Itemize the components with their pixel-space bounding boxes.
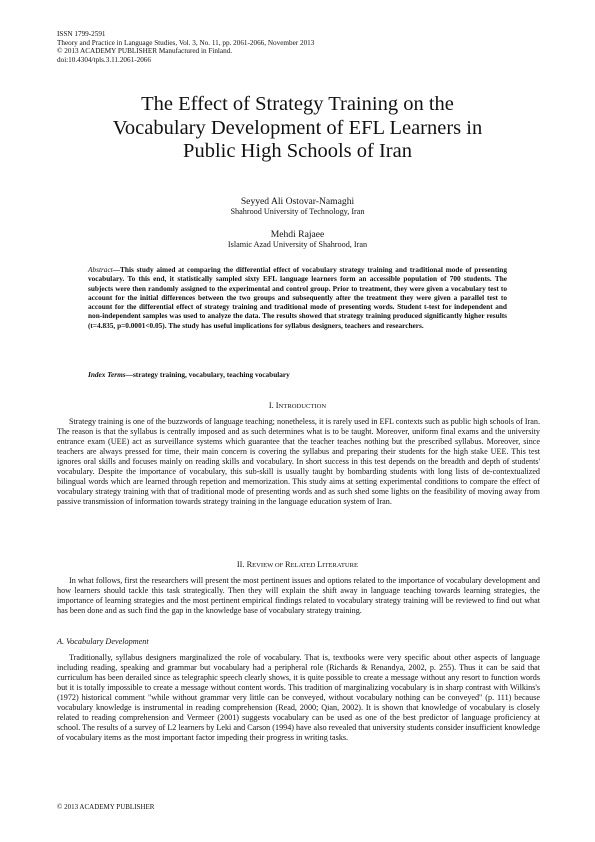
index-terms xyxy=(88,370,507,379)
introduction-paragraph: Strategy training is one of the buzzwords of language teaching; nonetheless, it is rarely used in EFL contexts such as public high schools of Iran. The reason is that the syllabus is centrally imposed and as such determines what is to be taught. Moreover, uniform final exams and the university entrance exam (UEE) act as surveillance systems which guarantee that the teacher teaches nothing but the prescribed syllabus. Moreover, since teachers are always pressed for time, their main concern is covering the syllabus and preparing their students for the high stake UEE. This test ignores oral skills and focuses mainly on reading skills and vocabulary. In short success in this test depends on the breadth and depth of students' vocabulary. Despite the importance of vocabulary, this sub-skill is usually taught by bombarding students with long lists of de-contextualized bilingual words which are learned through repetion and memorization. This study aims at setting experimental conditions to compare the effect of vocabulary strategy training with that of traditional mode of presenting words and as such shed some lights on the feasibility of moving away from passive transmission of information towards strategy training in the language education system of Iran. xyxy=(57,417,540,506)
title-line: The Effect of Strategy Training on the xyxy=(141,93,454,115)
index-terms-text: —strategy training, vocabulary, teaching vocabulary xyxy=(125,370,290,379)
subsection-heading: A. Vocabulary Development xyxy=(57,637,149,646)
section-heading-introduction: I. INTRODUCTION xyxy=(268,401,327,410)
doi-line: doi:10.4304/tpls.3.11.2061-2066 xyxy=(57,55,151,64)
author-block xyxy=(40,196,555,217)
journal-header xyxy=(57,30,314,64)
author-affiliation: Islamic Azad University of Shahrood, Iran xyxy=(227,240,368,249)
copyright-line: © 2013 ACADEMY PUBLISHER Manufactured in Finland. xyxy=(57,47,233,56)
paper-title xyxy=(40,93,555,164)
abstract-lead: Abstract xyxy=(88,265,113,274)
title-line: Public High Schools of Iran xyxy=(183,140,412,162)
abstract-text: —This study aimed at comparing the differential effect of vocabulary strategy training and traditional mode of presenting vocabulary. To this end, it statistically sampled sixty EFL language learners form an accessible population of 700 students. The subjects were then randomly assigned to the experimental and control group. Prior to treatment, they were given a vocabulary test to account for the initial differences between the two groups and subsequently after the treatment they were given a parallel test to account for the differential effect of strategy training and traditional mode of presenting words. Student t-test for independent and non-independent samples was used to analyze the data. The results showed that strategy training produced significantly higher results (t=4.835, p=0.0001<0.05). The study has useful implications for syllabus designers, teachers and researchers. xyxy=(88,265,507,330)
title-line: Vocabulary Development of EFL Learners in xyxy=(112,116,483,139)
review-paragraph: In what follows, first the researchers will present the most pertinent issues and options related to the importance of vocabulary development and how learners should tackle this task strategically. Then they will explain the shift away in language teaching towards learning strategies, the importance of learning strategies and the most pertinent empirical findings related to vocabulary strategy training will be reviewed to find out what has been done and as such find the gap in the knowledge base of vocabulary strategy training. xyxy=(57,576,540,615)
author-block xyxy=(40,229,555,250)
index-terms-lead: Index Terms xyxy=(88,370,126,379)
issn-line: ISSN 1799-2591 xyxy=(57,30,106,38)
author-name: Seyyed Ali Ostovar-Namaghi xyxy=(240,196,355,207)
section-heading-review: II. REVIEW OF RELATED LITERATURE xyxy=(236,560,359,569)
vocabulary-development-paragraph: Traditionally, syllabus designers marginalized the role of vocabulary. That is, textbooks were very specific about other aspects of language including reading, speaking and grammar but vocabulary had a peripheral role (Richards & Renandya, 2002, p. 255). Thus it can be said that curriculum has been derailed since as telegraphic speech clearly shows, it is quite possible to create a message without any resort to function words but it is totally impossible to create a message without content words. This tradition of marginalizing vocabulary is in sharp contrast with Wilkins's (1972) historical comment "while without grammar very little can be conveyed, without vocabulary nothing can be conveyed" (p. 111) because vocabulary knowledge is instrumental in reading comprehension (Read, 2000; Qian, 2002). It is shown that knowledge of vocabulary is closely related to reading comprehension and Vermeer (2001) suggests vocabulary can be used as one of the best predictor of language proficiency at school. The results of a survey of L2 learners by Leki and Carson (1994) have also revealed that university students consider insufficient knowledge of vocabulary items as the most important factor impeding their progress in writing tasks. xyxy=(57,653,540,742)
journal-citation: Theory and Practice in Language Studies, Vol. 3, No. 11, pp. 2061-2066, November 2013 xyxy=(57,38,315,47)
author-name: Mehdi Rajaee xyxy=(270,229,325,240)
page-footer: © 2013 ACADEMY PUBLISHER xyxy=(57,803,155,811)
abstract xyxy=(88,265,507,330)
author-affiliation: Shahrood University of Technology, Iran xyxy=(230,207,365,216)
